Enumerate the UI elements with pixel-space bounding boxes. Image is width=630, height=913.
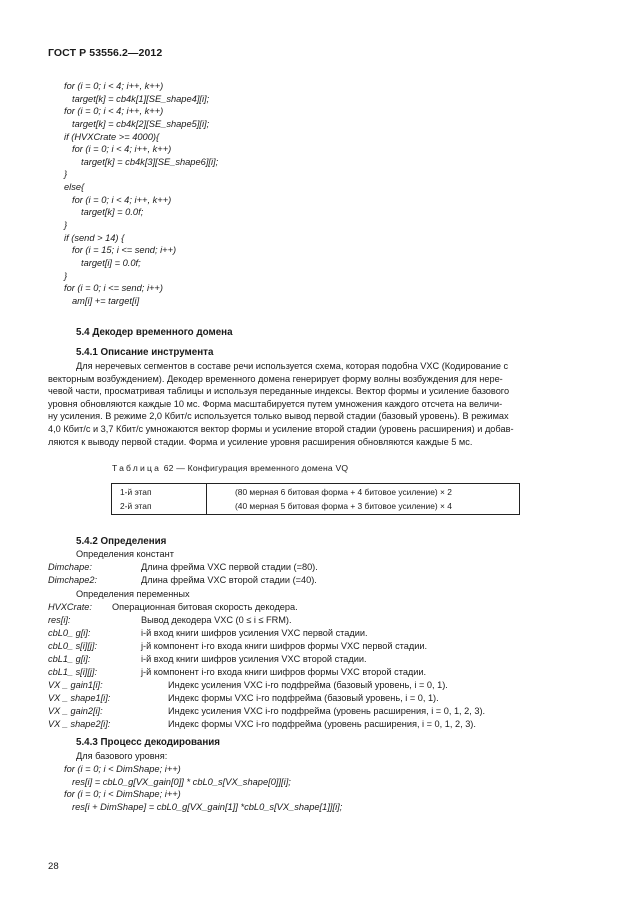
code-line: } bbox=[64, 220, 68, 231]
section-5-4-3-heading: 5.4.3 Процесс декодирования bbox=[76, 737, 220, 748]
def-desc: i-й вход книги шифров усиления VXC первой стадии. bbox=[141, 628, 368, 638]
paragraph-line: чевой части, просматривая таблицы и используя переданные индексы. Вектор формы и усиление базового bbox=[48, 386, 510, 397]
code-line: for (i = 15; i <= send; i++) bbox=[72, 245, 177, 256]
code-line: target[i] = 0.0f; bbox=[81, 257, 141, 268]
variable-definition bbox=[0, 614, 630, 627]
variable-definition bbox=[0, 692, 630, 705]
def-term: cbL0_ g[i]: bbox=[48, 628, 91, 638]
def-term: Dimchape: bbox=[48, 562, 92, 572]
def-term: VX _ gain1[i]: bbox=[48, 680, 103, 690]
paragraph-line: векторным возбуждением). Декодер временного домена генерирует форму волны возбуждения для нере- bbox=[48, 373, 503, 384]
paragraph-line: 4,0 Кбит/с и 3,7 Кбит/с умножаются вектор формы и усиление второй стадии (уровень расширения) и добав- bbox=[48, 423, 514, 434]
variable-definition bbox=[0, 640, 630, 653]
code-line: res[i + DimShape] = cbL0_g[VX_gain[1]] *cbL0_s[VX_shape[1]][i]; bbox=[72, 801, 343, 812]
code-line: if (send > 14) { bbox=[64, 232, 125, 243]
page-number: 28 bbox=[48, 861, 59, 872]
table-row bbox=[112, 484, 520, 515]
variables-title: Определения переменных bbox=[76, 589, 190, 599]
def-desc: i-й вход книги шифров усиления VXC второй стадии. bbox=[141, 654, 367, 664]
def-term: res[i]: bbox=[48, 615, 71, 625]
code-line: for (i = 0; i < 4; i++, k++) bbox=[72, 194, 172, 205]
const-definition bbox=[0, 574, 630, 587]
def-term: VX _ shape2[i]: bbox=[48, 719, 111, 729]
def-desc: Индекс усиления VXC i-го подфрейма (уровень расширения, i = 0, 1, 2, 3). bbox=[168, 706, 486, 716]
variable-definition bbox=[0, 627, 630, 640]
code-line: target[k] = 0.0f; bbox=[81, 207, 144, 218]
paragraph-line: уровня обновляются каждые 10 мс. Форма масштабируется путем умножения каждого отсчета на величи- bbox=[48, 398, 503, 409]
def-term: VX _ gain2[i]: bbox=[48, 706, 103, 716]
code-line: target[k] = cb4k[1][SE_shape4][i]; bbox=[72, 93, 210, 104]
def-term: VX _ shape1[i]: bbox=[48, 693, 111, 703]
code-line: for (i = 0; i < 4; i++, k++) bbox=[64, 81, 164, 91]
paragraph-line: Для неречевых сегментов в составе речи используется схема, которая подобна VXC (Кодирование с bbox=[76, 361, 509, 371]
variable-definition bbox=[0, 601, 630, 614]
def-desc: Длина фрейма VXC первой стадии (=80). bbox=[141, 562, 318, 572]
def-desc: Вывод декодера VXC (0 ≤ i ≤ FRM). bbox=[141, 615, 292, 625]
code-line: for (i = 0; i < DimShape; i++) bbox=[64, 789, 181, 800]
def-desc: Индекс усиления VXC i-го подфрейма (базовый уровень, i = 0, 1). bbox=[168, 680, 448, 690]
code-line: res[i] = cbL0_g[VX_gain[0]] * cbL0_s[VX_shape[0]][i]; bbox=[72, 776, 291, 787]
stage-label: 1-й этап bbox=[120, 487, 152, 497]
def-term: cbL0_ s[i][j]: bbox=[48, 641, 98, 651]
section-5-4-heading: 5.4 Декодер временного домена bbox=[76, 327, 233, 338]
code-line: else{ bbox=[64, 182, 85, 193]
table-caption-text: 62 — Конфигурация временного домена VQ bbox=[163, 463, 349, 473]
def-desc: Индекс формы VXC i-го подфрейма (базовый уровень, i = 0, 1). bbox=[168, 693, 439, 703]
const-definition bbox=[0, 561, 630, 574]
def-term: cbL1_ g[i]: bbox=[48, 654, 91, 664]
code-listing-top bbox=[0, 80, 630, 308]
code-line: am[i] += target[i] bbox=[72, 295, 140, 306]
def-desc: Длина фрейма VXC второй стадии (=40). bbox=[141, 575, 317, 585]
code-line: for (i = 0; i < DimShape; i++) bbox=[64, 764, 181, 774]
table-caption bbox=[112, 463, 348, 473]
def-term: HVXCrate: bbox=[48, 602, 92, 612]
def-desc: Операционная битовая скорость декодера. bbox=[112, 602, 298, 612]
paragraph-tool-description bbox=[48, 360, 584, 448]
table-cell-desc bbox=[207, 484, 520, 515]
config-table bbox=[111, 483, 520, 515]
def-desc: j-й компонент i-го входа книги шифров формы VXC второй стадии. bbox=[141, 667, 427, 677]
document-header: ГОСТ Р 53556.2—2012 bbox=[48, 47, 163, 59]
stage-desc: (40 мерная 5 битовая форма + 3 битовое усиление) × 4 bbox=[235, 501, 452, 511]
table-caption-word: Таблица bbox=[112, 463, 162, 473]
section-5-4-1-heading: 5.4.1 Описание инструмента bbox=[76, 347, 214, 358]
stage-desc: (80 мерная 6 битовая форма + 4 битовое усиление) × 2 bbox=[235, 487, 452, 497]
code-line: target[k] = cb4k[3][SE_shape6][i]; bbox=[81, 156, 219, 167]
code-listing-bottom bbox=[0, 763, 630, 814]
variable-definition bbox=[0, 679, 630, 692]
def-term: Dimchape2: bbox=[48, 575, 98, 585]
code-line: if (HVXCrate >= 4000){ bbox=[64, 131, 160, 142]
code-line: target[k] = cb4k[2][SE_shape5][i]; bbox=[72, 118, 210, 129]
def-desc: Индекс формы VXC i-го подфрейма (уровень расширения, i = 0, 1, 2, 3). bbox=[168, 719, 476, 729]
code-line: } bbox=[64, 270, 68, 281]
variable-definition bbox=[0, 718, 630, 731]
paragraph-line: ляются к выводу первой стадии. Форма и усиление уровня расширения обновляются каждые 5 мс. bbox=[48, 436, 473, 447]
variable-definition bbox=[0, 653, 630, 666]
section-5-4-2-heading: 5.4.2 Определения bbox=[76, 536, 167, 547]
variable-definition bbox=[0, 666, 630, 679]
paragraph-line: ну усиления. В режиме 2,0 Кбит/с используется только вывод первой стадии (базовый уровень). В режимах bbox=[48, 411, 509, 422]
def-term: cbL1_ s[i][j]: bbox=[48, 667, 98, 677]
def-desc: j-й компонент i-го входа книги шифров формы VXC первой стадии. bbox=[141, 641, 428, 651]
variable-definition bbox=[0, 705, 630, 718]
base-level-text: Для базового уровня: bbox=[76, 751, 168, 761]
code-line: for (i = 0; i < 4; i++, k++) bbox=[64, 106, 164, 117]
stage-label: 2-й этап bbox=[120, 501, 152, 511]
code-line: } bbox=[64, 169, 68, 180]
code-line: for (i = 0; i < 4; i++, k++) bbox=[72, 144, 172, 155]
code-line: for (i = 0; i <= send; i++) bbox=[64, 283, 163, 294]
table-cell-stage bbox=[112, 484, 207, 515]
constants-title: Определения констант bbox=[76, 549, 174, 559]
